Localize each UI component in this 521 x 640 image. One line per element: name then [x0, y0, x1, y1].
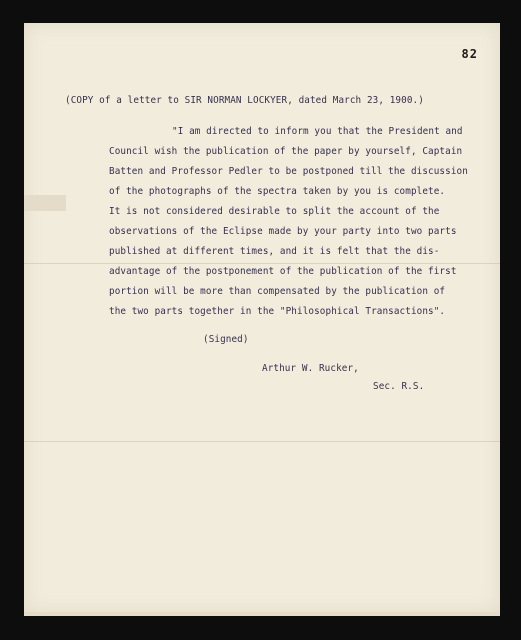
body-line: It is not considered desirable to split the account of the — [109, 206, 440, 217]
fold-line — [24, 441, 500, 442]
body-line: "I am directed to inform you that the President and — [172, 126, 463, 137]
body-line: portion will be more than compensated by the publication of — [109, 286, 446, 297]
signatory-title: Sec. R.S. — [373, 381, 425, 392]
tape-mark — [24, 195, 66, 211]
body-line: Batten and Professor Pedler to be postponed till the discussion — [109, 166, 468, 177]
body-line: advantage of the postponement of the publication of the first — [109, 266, 457, 277]
body-line: published at different times, and it is felt that the dis- — [109, 246, 440, 257]
body-line: the two parts together in the "Philosophical Transactions". — [109, 306, 446, 317]
paper-edge — [24, 612, 500, 616]
body-line: of the photographs of the spectra taken by you is complete. — [109, 186, 446, 197]
signatory-name: Arthur W. Rucker, — [262, 363, 359, 374]
letter-page — [24, 23, 500, 613]
body-line: Council wish the publication of the paper by yourself, Captain — [109, 146, 463, 157]
letter-heading: (COPY of a letter to SIR NORMAN LOCKYER, dated March 23, 1900.) — [65, 95, 424, 106]
body-line: observations of the Eclipse made by your party into two parts — [109, 226, 457, 237]
signed-label: (Signed) — [203, 334, 249, 345]
page-number: 82 — [461, 47, 478, 61]
fold-line — [24, 263, 500, 264]
